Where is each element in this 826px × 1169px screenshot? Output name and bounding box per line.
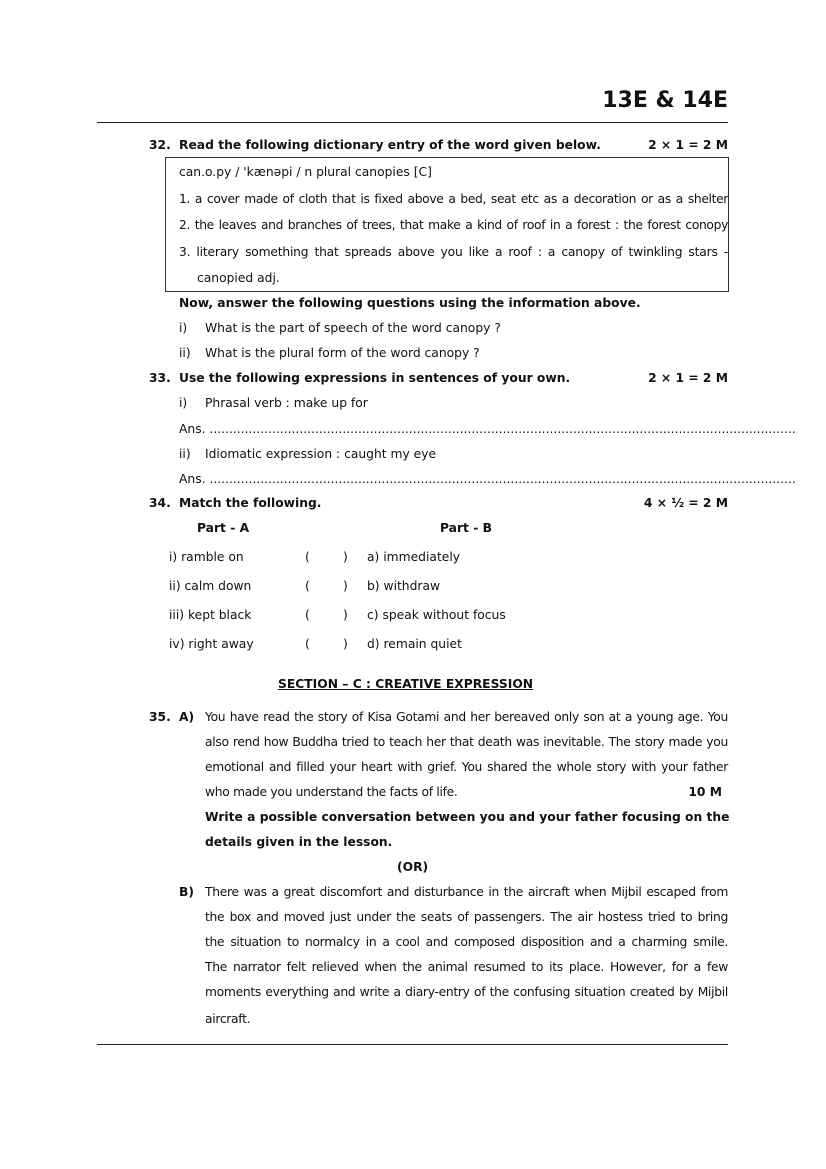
q34-number: 34. — [149, 496, 171, 510]
q35-number: 35. — [149, 710, 171, 724]
part-a-header: Part - A — [197, 521, 250, 535]
match-item-b: b) withdraw — [367, 579, 441, 593]
q32-title: Read the following dictionary entry of the word given below. — [179, 138, 601, 152]
q35-b-line: There was a great discomfort and disturbance in the aircraft when Mijbil escaped from — [205, 885, 728, 899]
q32-ii-num: ii) — [179, 346, 191, 360]
q35-a-line: emotional and filled your heart with grief. You shared the whole story with your father — [205, 760, 728, 774]
match-item-a: iii) kept black — [169, 608, 252, 622]
q34-title: Match the following. — [179, 496, 322, 510]
answer-bracket-open[interactable]: ( — [305, 608, 310, 622]
footer-divider — [97, 1044, 728, 1045]
match-item-b: a) immediately — [367, 550, 461, 564]
q34-marks: 4 × ½ = 2 M — [643, 496, 728, 510]
divider — [97, 122, 728, 123]
q35-b-line: the box and moved just under the seats of passengers. The air hostess tried to bring — [205, 910, 728, 924]
definition-3: 3. literary something that spreads above you like a roof : a canopy of twinkling stars - — [179, 245, 728, 259]
answer-bracket-open[interactable]: ( — [305, 637, 310, 651]
q33-title: Use the following expressions in sentences of your own. — [179, 371, 571, 385]
section-heading: SECTION – C : CREATIVE EXPRESSION — [278, 677, 534, 691]
paper-code: 13E & 14E — [602, 88, 728, 113]
q35-b-line: aircraft. — [205, 1012, 251, 1026]
q35-a-label: A) — [179, 710, 195, 724]
q32-number: 32. — [149, 138, 171, 152]
answer-bracket-close: ) — [343, 608, 348, 622]
q32-i-num: i) — [179, 321, 188, 335]
match-item-b: c) speak without focus — [367, 608, 506, 622]
definition-3-cont: canopied adj. — [197, 271, 280, 285]
match-item-b: d) remain quiet — [367, 637, 462, 651]
q33-i-num: i) — [179, 396, 188, 410]
dictionary-headword: can.o.py / 'kænəpi / n plural canopies [C] — [179, 165, 432, 179]
q35-marks: 10 M — [688, 785, 722, 799]
match-item-a: ii) calm down — [169, 579, 252, 593]
q35-a-line: You have read the story of Kisa Gotami and her bereaved only son at a young age. You — [205, 710, 728, 724]
answer-bracket-open[interactable]: ( — [305, 550, 310, 564]
q35-b-line: moments everything and write a diary-entry of the confusing situation created by Mijbil — [205, 985, 728, 999]
answer-bracket-open[interactable]: ( — [305, 579, 310, 593]
q35-b-label: B) — [179, 885, 194, 899]
answer-bracket-close: ) — [343, 550, 348, 564]
q35-b-line: the situation to normalcy in a cool and composed disposition and a charming smile. — [205, 935, 728, 949]
part-b-header: Part - B — [440, 521, 492, 535]
q33-ii-text: Idiomatic expression : caught my eye — [205, 447, 437, 461]
q35-b-line: The narrator felt relieved when the animal resumed to its place. However, for a few — [205, 960, 728, 974]
q32-ii-text: What is the plural form of the word canopy ? — [205, 346, 480, 360]
q33-i-text: Phrasal verb : make up for — [205, 396, 368, 410]
or-label: (OR) — [397, 860, 429, 874]
q35-a-line: who made you understand the facts of life. — [205, 785, 458, 799]
q32-i-text: What is the part of speech of the word canopy ? — [205, 321, 501, 335]
definition-2: 2. the leaves and branches of trees, that make a kind of roof in a forest : the forest conopy — [179, 218, 728, 232]
q32-marks: 2 × 1 = 2 M — [648, 138, 728, 152]
answer-bracket-close: ) — [343, 637, 348, 651]
q35-a-line: also rend how Buddha tried to teach her that death was inevitable. The story made you — [205, 735, 728, 749]
q32-instruction: Now, answer the following questions using the information above. — [179, 296, 641, 310]
q35-task-2: details given in the lesson. — [205, 835, 393, 849]
match-item-a: iv) right away — [169, 637, 254, 651]
definition-1: 1. a cover made of cloth that is fixed above a bed, seat etc as a decoration or as a shelter — [179, 192, 728, 206]
q33-marks: 2 × 1 = 2 M — [648, 371, 728, 385]
answer-bracket-close: ) — [343, 579, 348, 593]
q35-task-1: Write a possible conversation between you and your father focusing on the — [205, 810, 730, 824]
answer-line-1[interactable]: Ans. ...................................................................................................................................................... — [179, 422, 796, 436]
answer-line-2[interactable]: Ans. ...................................................................................................................................................... — [179, 472, 796, 486]
q33-ii-num: ii) — [179, 447, 191, 461]
match-item-a: i) ramble on — [169, 550, 244, 564]
q33-number: 33. — [149, 371, 171, 385]
